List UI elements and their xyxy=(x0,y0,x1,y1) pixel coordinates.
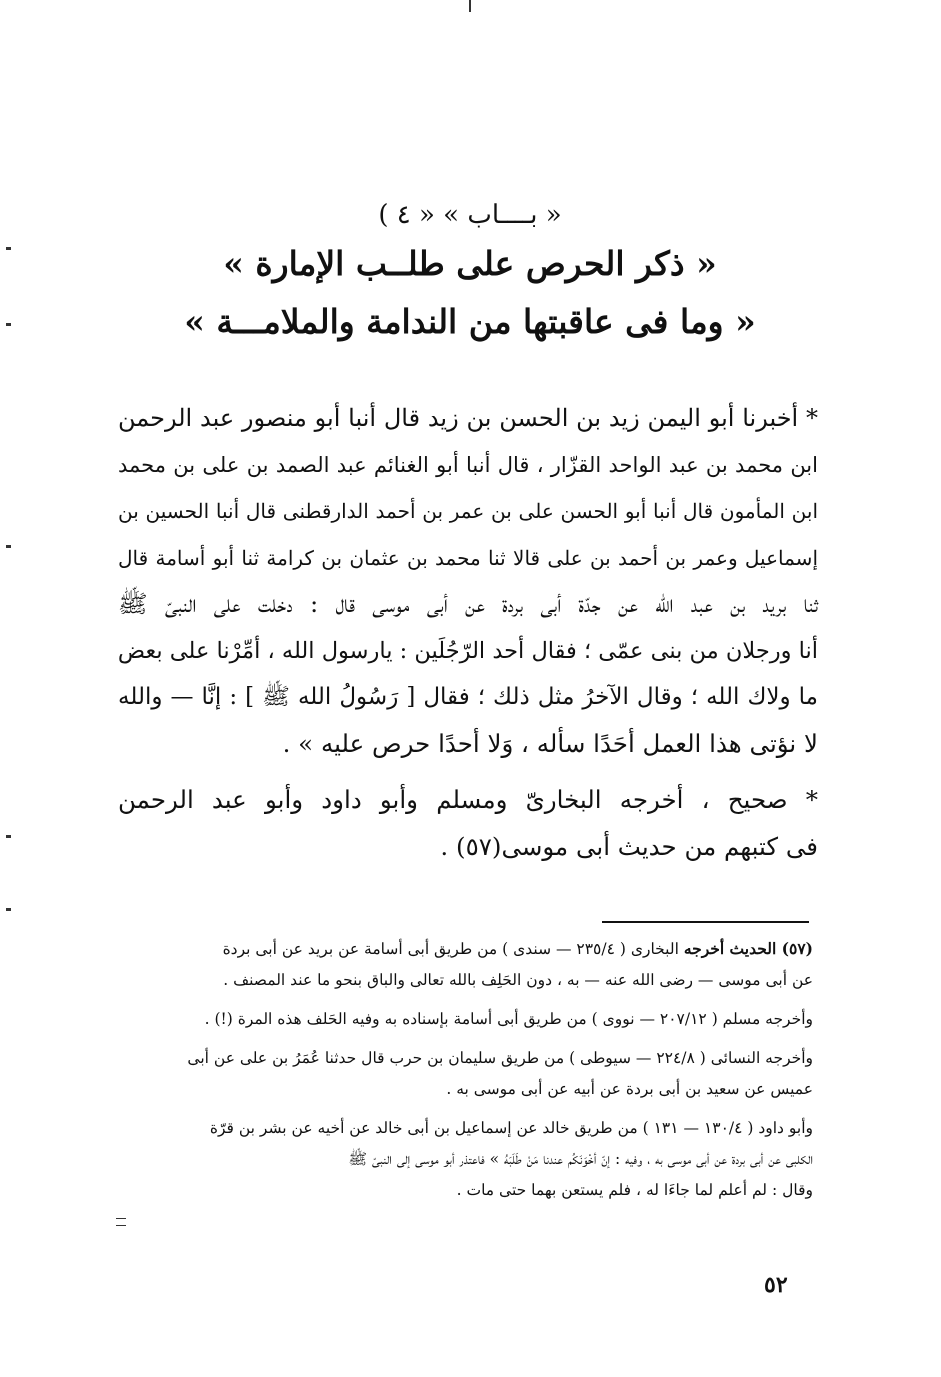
text-line: * صحيح ، أخرجه البخارىّ ومسلم وأبو داود وأبو عبد الرحمن xyxy=(118,785,818,814)
text-line: ما ولاك الله ؛ وقال الآخرُ مثل ذلك ؛ فقال [ رَسُولُ الله ﷺ ] : إنَّا — والله xyxy=(118,684,818,710)
top-edge-mark xyxy=(469,0,471,12)
text-line: ابن محمد بن عبد الواحد القزّار ، قال أنبا أبو الغنائم عبد الصمد بن على بن محمد xyxy=(118,452,818,477)
footnote-muslim xyxy=(118,1004,813,1035)
text-line: إسماعيل وعمر بن أحمد بن على قالا ثنا محمد بن عثمان بن كرامة ثنا أبو أسامة قال xyxy=(118,545,818,570)
main-text xyxy=(118,395,818,880)
text-line: فى كتبهم من حديث أبى موسى(٥٧) . xyxy=(440,831,818,861)
text-line: ثنا بريد بن عبد الله عن جدّة أبى بردة عن أبى موسى قال : دخلت على النبىّ ﷺ xyxy=(118,589,818,618)
footnote-text: البخارى ( ٢٣٥/٤ — سندى ) من طريق أبى أسامة عن بريد عن أبى بردة xyxy=(222,940,679,958)
footnote-line: وقال : لم أعلم لما جاءَا له ، فلم يستعن بهما حتى مات . xyxy=(456,1181,813,1199)
footnote-line: الكلبى عن أبى بردة عن أبى موسى به ، وفيه : إنّ أخْوَنَكُم عندنا مَنْ طَلَبَهُ » فاعتذر أبو موسى إلى النبىّ ﷺ xyxy=(348,1150,813,1168)
continuation-mark xyxy=(116,1218,126,1226)
footnote-line: عن أبى موسى — رضى الله عنه — به ، دون الحَلِف بالله تعالى والباق بنحو ما عند المصنف . xyxy=(223,971,813,989)
margin-mark xyxy=(6,247,11,250)
grading-paragraph xyxy=(118,777,818,870)
chapter-title-line-2: « وما فى عاقبتها من الندامة والملامـــة » xyxy=(184,302,756,341)
chapter-label: « بــــاب » « ٤ ) xyxy=(378,200,562,230)
footnote-divider xyxy=(602,921,809,923)
text-line: لا نؤتى هذا العمل أحَدًا سأله ، وَلا أحدًا حرص عليه » . xyxy=(282,728,818,758)
chapter-heading xyxy=(110,195,830,351)
margin-mark xyxy=(6,545,11,548)
footnote-line xyxy=(118,933,813,965)
footnote-abudawud xyxy=(118,1113,813,1206)
hadith-paragraph xyxy=(118,395,818,767)
footnote-line: وأخرجه النسائى ( ٢٢٤/٨ — سيوطى ) من طريق سليمان بن حرب قال حدثنا عُمَرُ بن على عن أبى xyxy=(187,1049,813,1067)
footnote-nasai xyxy=(118,1043,813,1105)
margin-mark xyxy=(6,908,11,911)
footnote-57 xyxy=(118,933,813,996)
margin-mark xyxy=(6,323,11,326)
footnotes xyxy=(118,933,813,1214)
text-line: أنا ورجلان من بنى عمّى ؛ فقال أحد الرّجُلَين : يارسول الله ، أمِّرْنا على بعض xyxy=(117,637,818,664)
margin-mark xyxy=(6,835,11,838)
text-line: ابن المأمون قال أنبا أبو الحسن على بن عمر بن أحمد الدارقطنى قال أنبا الحسين بن xyxy=(118,499,818,523)
text-line: * أخبرنا أبو اليمن زيد بن الحسن بن زيد قال أنبا أبو منصور عبد الرحمن xyxy=(118,404,818,432)
footnote-lead: (٥٧) الحديث أخرجه xyxy=(683,939,813,958)
footnote-line: عميس عن سعيد بن أبى بردة عن أبيه عن أبى موسى به . xyxy=(446,1080,813,1098)
page-number: ٥٢ xyxy=(764,1272,788,1298)
chapter-title-line-1: « ذكر الحرص على طلــب الإمارة » xyxy=(223,244,717,283)
footnote-line: وأخرجه مسلم ( ٢٠٧/١٢ — نووى ) من طريق أبى أسامة بإسناده به وفيه الحَلف هذه المرة (!) . xyxy=(204,1010,813,1028)
footnote-line: وأبو داود ( ١٣٠/٤ — ١٣١ ) من طريق خالد عن إسماعيل بن أبى خالد عن أخيه عن بشر بن قرّة xyxy=(209,1119,813,1137)
